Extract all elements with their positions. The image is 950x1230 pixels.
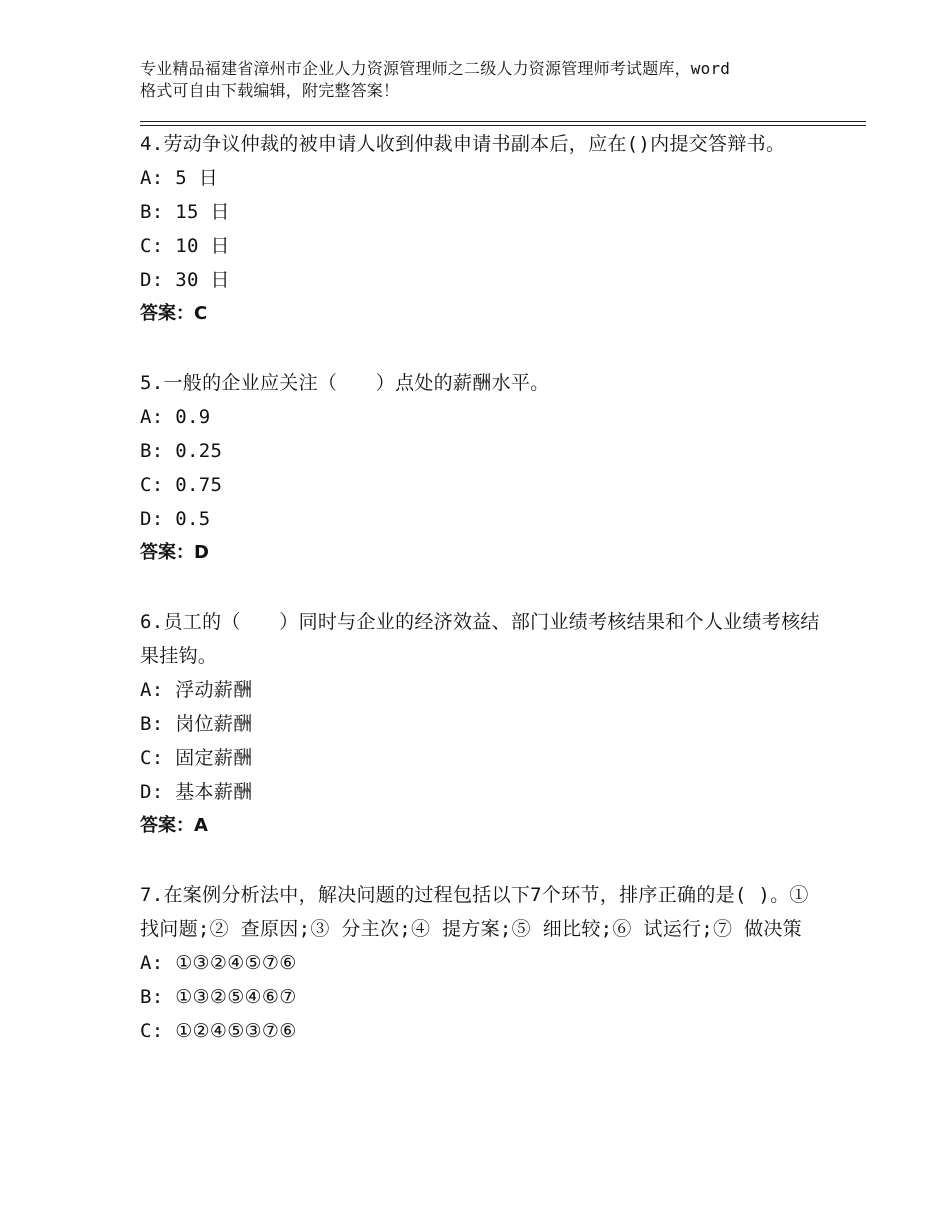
option-text: 15 日 (163, 201, 230, 223)
option-a: A: 浮动薪酬 (140, 679, 253, 701)
question-text: 4.劳动争议仲裁的被申请人收到仲裁申请书副本后，应在()内提交答辩书。 (140, 133, 786, 155)
spacer (140, 843, 820, 877)
question-7 (140, 877, 820, 1048)
option-text: ①②④⑤③⑦⑥ (163, 1020, 297, 1042)
option-text: 30 日 (163, 269, 230, 291)
option-a: A: 5 日 (140, 167, 219, 189)
header-line-1: 专业精品福建省漳州市企业人力资源管理师之二级人力资源管理师考试题库，word (140, 59, 731, 78)
option-text: 0.9 (163, 406, 211, 428)
option-a: A: ①③②④⑤⑦⑥ (140, 952, 297, 974)
option-text: ①③②⑤④⑥⑦ (163, 986, 297, 1008)
document-header (140, 58, 820, 102)
option-text: 固定薪酬 (163, 747, 253, 769)
option-text: 5 日 (163, 167, 219, 189)
question-text: 7.在案例分析法中，解决问题的过程包括以下7个环节，排序正确的是( )。①找问题;② 查原因;③ 分主次;④ 提方案;⑤ 细比较;⑥ 试运行;⑦ 做决策 (140, 884, 809, 940)
option-d: D: 0.5 (140, 508, 211, 530)
option-text: 基本薪酬 (163, 781, 253, 803)
option-text: 浮动薪酬 (163, 679, 253, 701)
option-c: C: 固定薪酬 (140, 747, 253, 769)
option-text: 0.5 (163, 508, 211, 530)
option-text: 0.25 (163, 440, 223, 462)
question-4 (140, 126, 820, 331)
option-b: B: ①③②⑤④⑥⑦ (140, 986, 297, 1008)
option-d: D: 30 日 (140, 269, 230, 291)
option-text: ①③②④⑤⑦⑥ (163, 952, 297, 974)
spacer (140, 331, 820, 365)
option-a: A: 0.9 (140, 406, 211, 428)
question-5 (140, 365, 820, 570)
option-b: B: 岗位薪酬 (140, 713, 253, 735)
option-b: B: 0.25 (140, 440, 223, 462)
option-text: 10 日 (163, 235, 230, 257)
option-b: B: 15 日 (140, 201, 230, 223)
option-d: D: 基本薪酬 (140, 781, 253, 803)
answer-label: 答案：C (140, 303, 208, 324)
option-c: C: 10 日 (140, 235, 230, 257)
answer-label: 答案：D (140, 542, 209, 563)
question-text: 5.一般的企业应关注（ ）点处的薪酬水平。 (140, 372, 550, 394)
question-list (140, 126, 820, 1048)
option-c: C: ①②④⑤③⑦⑥ (140, 1020, 297, 1042)
header-divider-top (140, 121, 866, 122)
answer-label: 答案：A (140, 815, 208, 836)
option-text: 岗位薪酬 (163, 713, 253, 735)
question-6 (140, 604, 820, 843)
option-text: 0.75 (163, 474, 223, 496)
spacer (140, 570, 820, 604)
header-line-2: 格式可自由下载编辑，附完整答案！ (140, 81, 400, 100)
question-text: 6.员工的（ ）同时与企业的经济效益、部门业绩考核结果和个人业绩考核结果挂钩。 (140, 611, 820, 667)
option-c: C: 0.75 (140, 474, 223, 496)
